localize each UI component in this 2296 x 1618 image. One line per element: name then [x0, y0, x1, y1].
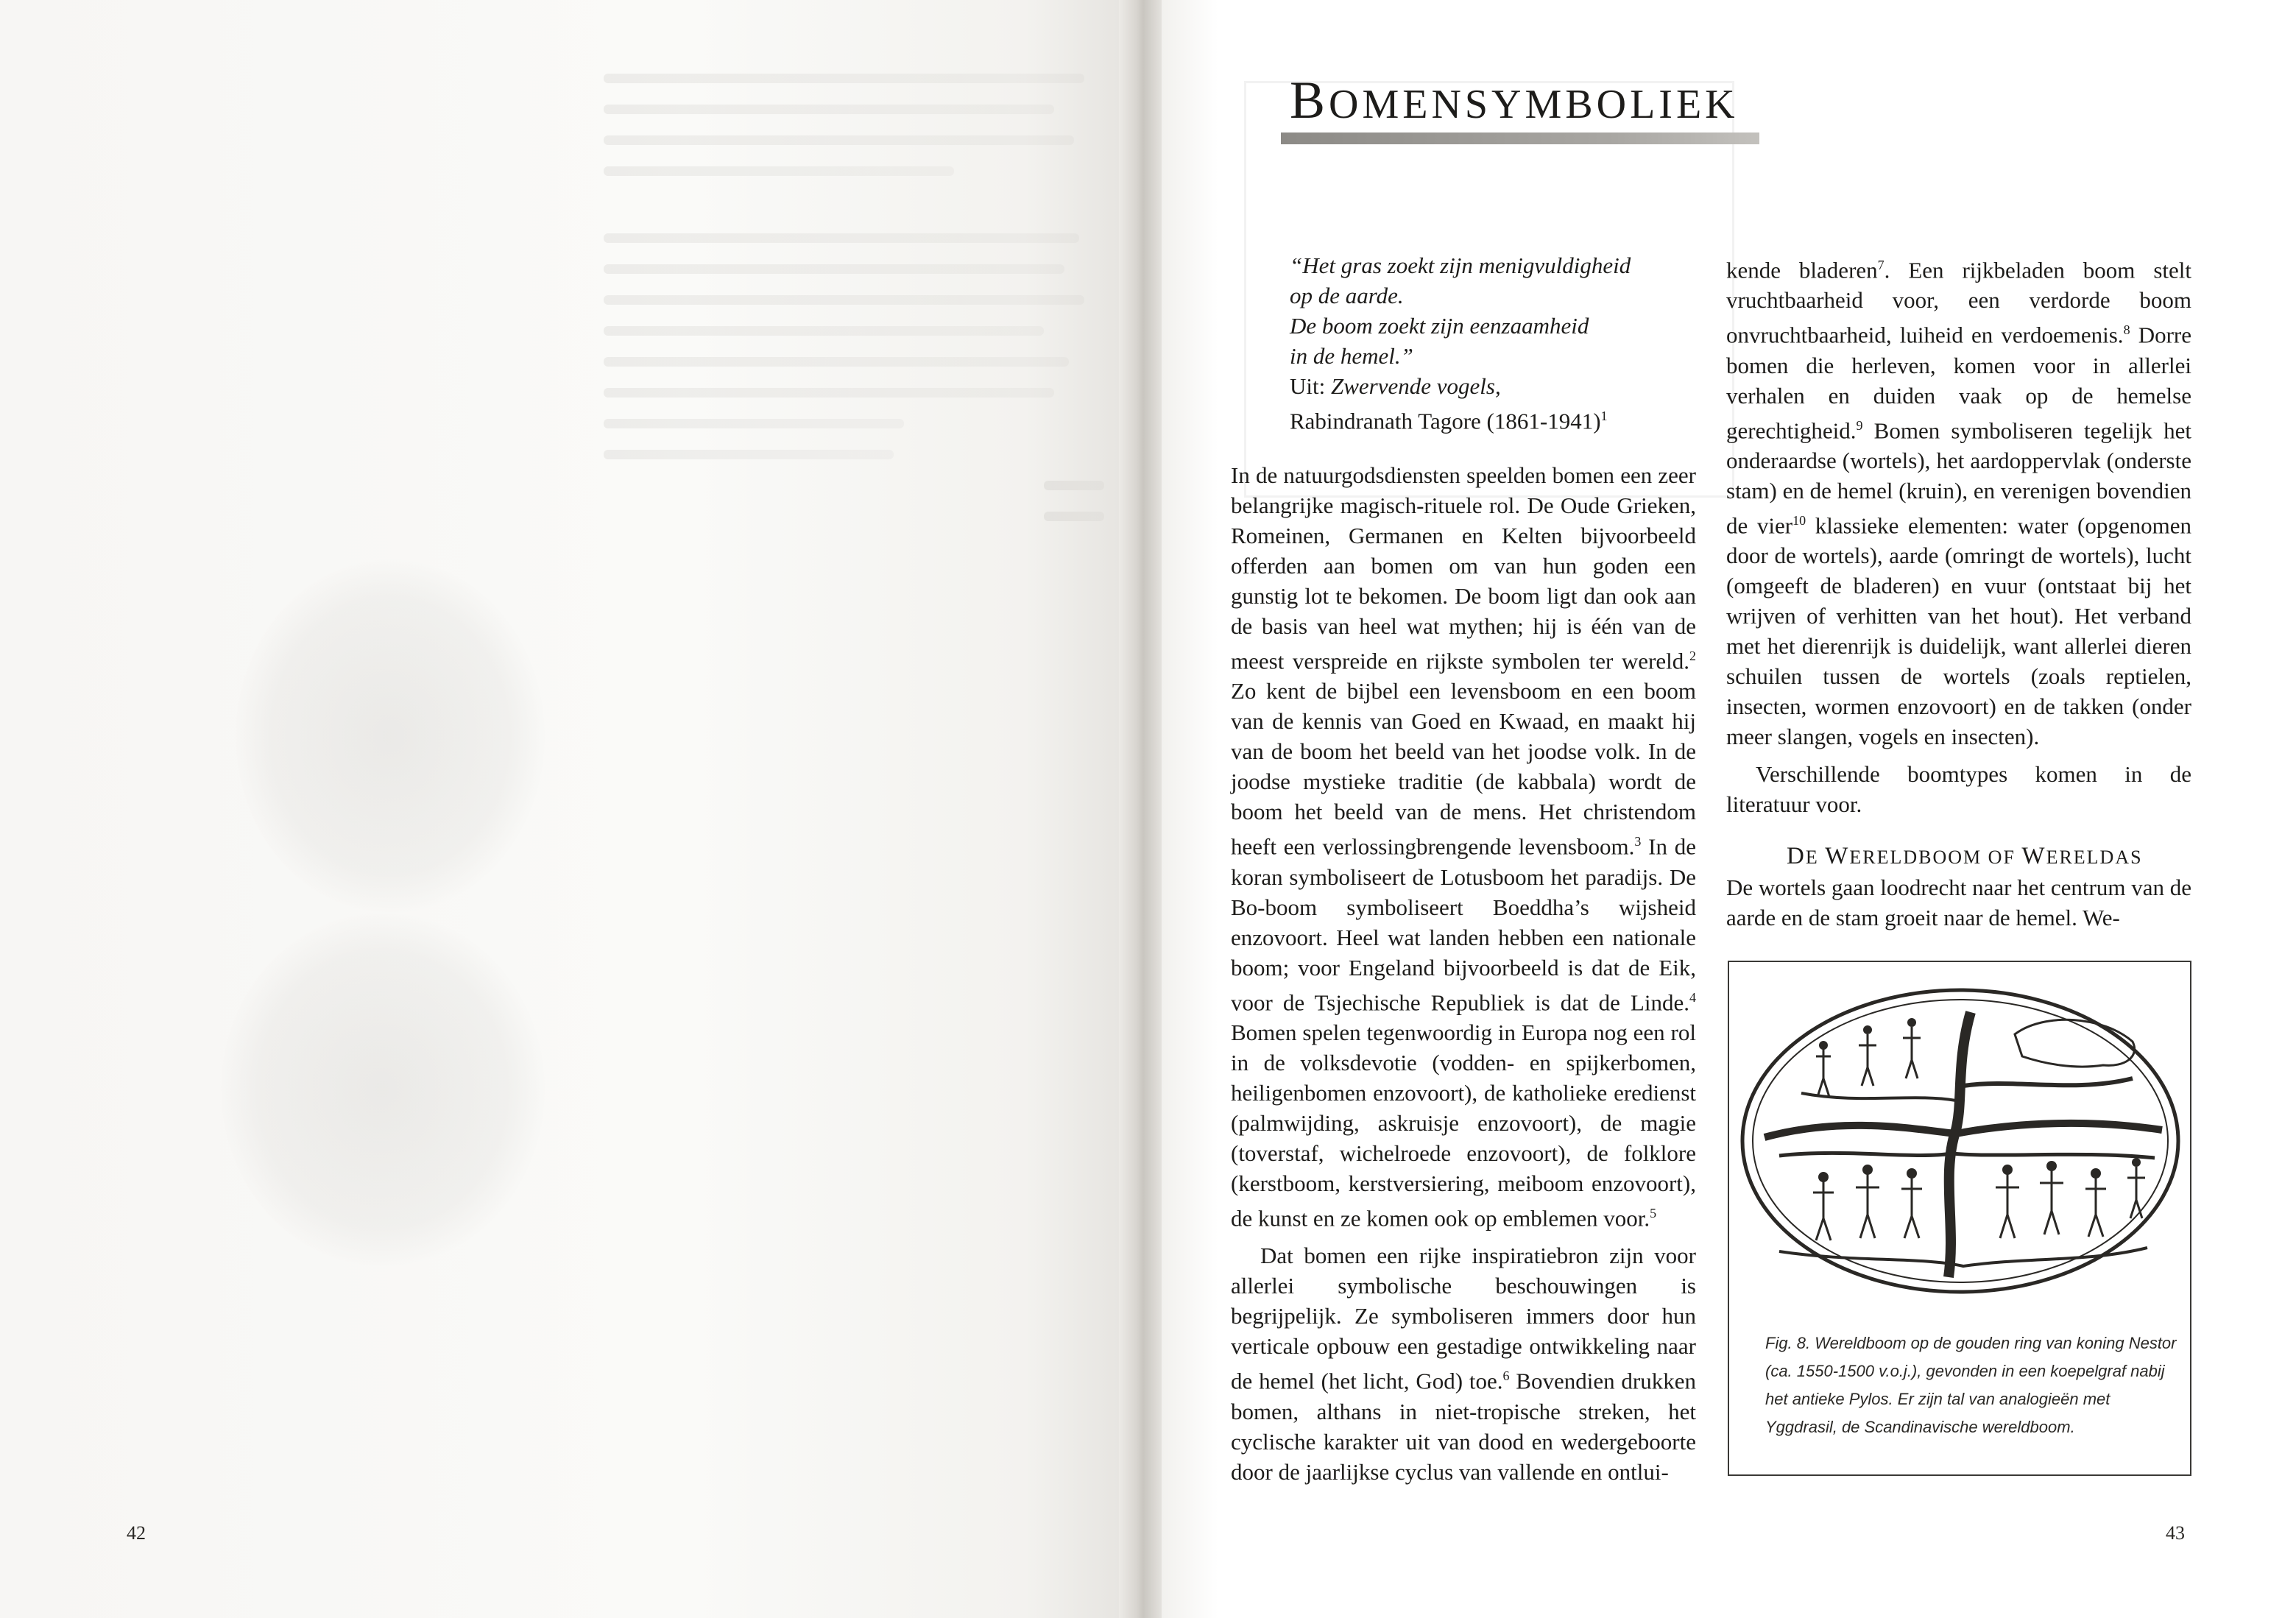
text-run: In de natuurgodsdiensten speelden bomen een zeer belangrijke magisch-rituele rol. De Oude Grieken, Romeinen, Germanen en Kelten bijvoorbeeld offerden aan bomen om van hun goden een gunstig lot te bekomen. De boom ligt dan ook aan de basis van heel wat mythen; hij is één van de meest verspreide en rijkste symbolen ter wereld.	[1231, 462, 1696, 674]
left-page	[0, 0, 1140, 1618]
subheading-part: ERELDBOOM OF	[1849, 847, 2022, 869]
paragraph: De wortels gaan loodrecht naar het centrum van de aarde en de stam groeit naar de hemel. We-	[1726, 875, 2191, 931]
source-prefix: Uit:	[1290, 373, 1331, 399]
footnote-ref: 6	[1502, 1368, 1510, 1384]
bleed-through-coin-top	[236, 559, 545, 913]
paragraph	[1231, 460, 1696, 1233]
epigraph	[1290, 250, 1731, 436]
footnote-ref: 7	[1877, 258, 1885, 272]
subheading-part: ERELDAS	[2046, 847, 2143, 869]
text-run: In de koran symboliseert de Lotusboom het paradijs. De Bo-boom symboliseert Boeddha’s wijsheid enzovoort. Heel wat landen hebben een nationale boom; voor Engeland bijvoorbeeld is dat de Eik, voor de Tsjechische Republiek is dat de Linde.	[1231, 833, 1696, 1015]
page-number-right: 43	[2166, 1522, 2185, 1544]
text-run: . Een rijkbeladen boom stelt vruchtbaarheid voor, een verdorde boom onvruchtbaarheid, luiheid en verdoemenis.	[1726, 257, 2191, 348]
subheading	[1726, 841, 2191, 872]
subheading-part: E	[1805, 847, 1826, 869]
title-underline-bar	[1281, 133, 1759, 144]
text-run: Bovendien drukken bomen, althans in niet-tropische streken, het cyclische karakter uit van dood en wedergeboorte door de jaarlijkse cyclus van vallende en ontlui-	[1231, 1368, 1696, 1485]
footnote-ref: 9	[1856, 417, 1863, 433]
source-work: Zwervende vogels,	[1330, 373, 1501, 399]
text-run: Dorre bomen die herleven, komen voor in allerlei verhalen en duiden vaak op de hemelse gerechtigheid.	[1726, 322, 2191, 443]
footnote-ref: 2	[1689, 649, 1696, 663]
epigraph-source	[1290, 371, 1731, 401]
subheading-part: D	[1787, 843, 1806, 870]
figure-caption: Fig. 8. Wereldboom op de gouden ring van koning Nestor (ca. 1550-1500 v.o.j.), gevonden in een koepelgraf nabij het antieke Pylos. Er zijn tal van analogieën met Yggdrasil, de Scandinavische wereldboom.	[1765, 1334, 2177, 1436]
text-run: Dat bomen een rijke inspiratiebron zijn voor allerlei symbolische beschouwingen is begrijpelijk. Ze symboliseren immers door hun verticale opbouw een gestadige ontwikkeling naar de hemel (het licht, God) toe.	[1231, 1243, 1696, 1394]
book-gutter	[1119, 0, 1163, 1618]
epigraph-author	[1290, 401, 1731, 436]
subheading-part: W	[2021, 843, 2046, 870]
source-author: Rabindranath Tagore (1861-1941)	[1290, 408, 1601, 434]
text-run: Bomen spelen tegenwoordig in Europa nog een rol in de volksdevotie (vodden- en spijkerbomen, heiligenbomen enzovoort), de katholieke eredienst (palmwijding, askruisje enzovoort), de magie (toverstaf, wichelroede enzovoort), de folklore (kerstboom, kerstversiering, meiboom enzovoort), de kunst en ze komen ook op emblemen voor.	[1231, 1019, 1696, 1232]
title-rest: OMENSYMBOLIEK	[1329, 82, 1739, 127]
ring-engraving-illustration	[1735, 983, 2186, 1299]
text-run: Zo kent de bijbel een levensboom en een boom van de kennis van Goed en Kwaad, en maakt hij van de boom het beeld van het joodse volk. In de joodse mystieke traditie (de kabbala) wordt de boom het beeld van de mens. Het christendom heeft een verlossingbrengende levensboom.	[1231, 678, 1696, 860]
epigraph-line: op de aarde.	[1290, 283, 1404, 308]
page-title	[1290, 71, 1739, 130]
title-initial: B	[1290, 71, 1329, 130]
epigraph-line: in de hemel.”	[1290, 343, 1413, 369]
body-column-left	[1231, 460, 1696, 1487]
subheading-part: W	[1825, 843, 1850, 870]
footnote-ref: 8	[2123, 322, 2130, 338]
epigraph-line: De boom zoekt zijn eenzaamheid	[1290, 313, 1589, 339]
text-run: Bomen symboliseren tegelijk het onderaardse (wortels), het aardoppervlak (onderste stam) en de hemel (kruin), en verenigen bovendien de vier	[1726, 417, 2191, 539]
text-run: klassieke elementen: water (opgenomen door de wortels), aarde (omringt de wortels), lucht (omgeeft de bladeren) en vuur (ontstaat bij het wrijven of verhitten van het hout). Het verband met het dierenrijk is duidelijk, want allerlei dieren schuilen tussen de wortels (zoals reptielen, insecten, wormen enzovoort) en de takken (onder meer slangen, vogels en insecten).	[1726, 512, 2191, 750]
page-number-left: 42	[127, 1522, 146, 1544]
bleed-through-text	[604, 74, 1104, 543]
body-column-right	[1726, 250, 2191, 933]
footnote-ref: 1	[1600, 409, 1608, 423]
footnote-ref: 4	[1689, 989, 1696, 1005]
epigraph-line: “Het gras zoekt zijn menigvuldigheid	[1290, 252, 1631, 278]
paragraph	[1231, 1240, 1696, 1486]
paragraph: Verschillende boomtypes komen in de literatuur voor.	[1726, 761, 2191, 818]
footnote-ref: 10	[1792, 512, 1806, 528]
paragraph	[1726, 250, 2191, 752]
footnote-ref: 5	[1650, 1205, 1657, 1220]
text-run: kende bladeren	[1726, 257, 1878, 283]
footnote-ref: 3	[1634, 834, 1642, 849]
bleed-through-coin-bottom	[221, 913, 545, 1266]
